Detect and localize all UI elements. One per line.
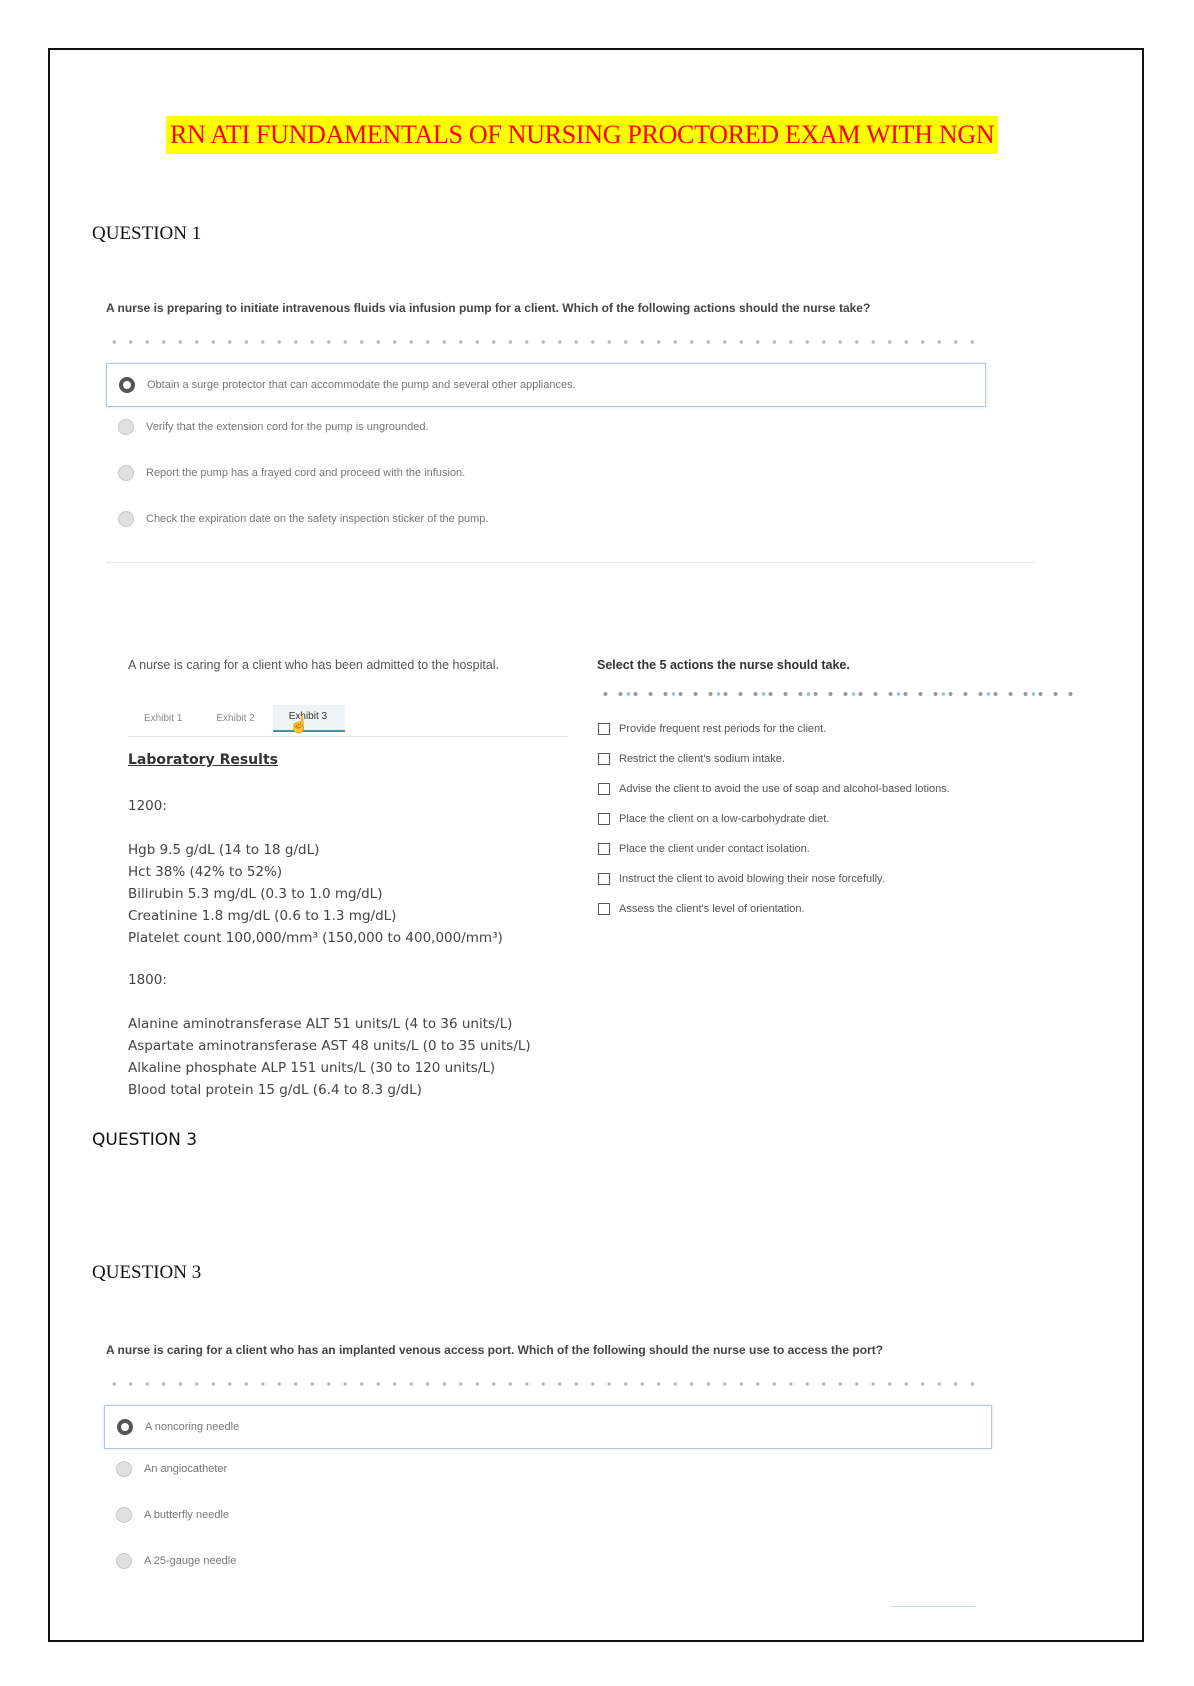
radio[interactable] <box>118 419 134 435</box>
lab-result: Hct 38% (42% to 52%) <box>128 864 283 880</box>
lab-results-1200 <box>128 839 503 949</box>
checkbox[interactable] <box>598 723 610 735</box>
lab-result: Alanine aminotransferase ALT 51 units/L (4 to 36 units/L) <box>128 1016 513 1032</box>
action-item[interactable] <box>598 749 950 769</box>
question-1-text: A nurse is preparing to initiate intravenous fluids via infusion pump for a client. Which of the following actions should the nurse take? <box>106 301 871 315</box>
checkbox[interactable] <box>598 843 610 855</box>
checkbox[interactable] <box>598 873 610 885</box>
action-checklist <box>598 719 950 919</box>
question-1-heading: QUESTION 1 <box>92 223 202 244</box>
option-1[interactable] <box>106 363 986 407</box>
option-1-label: A noncoring needle <box>145 1421 240 1433</box>
lab-result: Platelet count 100,000/mm³ (150,000 to 400,000/mm³) <box>128 930 503 946</box>
lab-result: Hgb 9.5 g/dL (14 to 18 g/dL) <box>128 842 320 858</box>
lab-results-title: Laboratory Results <box>128 752 278 768</box>
option-4-label: Check the expiration date on the safety inspection sticker of the pump. <box>146 513 489 525</box>
progress-dots <box>106 340 982 344</box>
option-4-label: A 25-gauge needle <box>144 1555 237 1567</box>
action-item[interactable] <box>598 839 950 859</box>
radio[interactable] <box>116 1461 132 1477</box>
option-3-label: Report the pump has a frayed cord and proceed with the infusion. <box>146 467 466 479</box>
checkbox[interactable] <box>598 813 610 825</box>
lab-result: Bilirubin 5.3 mg/dL (0.3 to 1.0 mg/dL) <box>128 886 383 902</box>
checkbox[interactable] <box>598 783 610 795</box>
option-4[interactable] <box>104 1544 992 1578</box>
progress-dots-accent <box>598 692 1074 696</box>
divider <box>106 562 1036 563</box>
question-3-text: A nurse is caring for a client who has an implanted venous access port. Which of the following should the nurse use to access the port? <box>106 1343 884 1357</box>
action-item[interactable] <box>598 899 950 919</box>
radio[interactable] <box>116 1507 132 1523</box>
option-3[interactable] <box>106 456 986 490</box>
option-2[interactable] <box>104 1452 992 1486</box>
lab-result: Creatinine 1.8 mg/dL (0.6 to 1.3 mg/dL) <box>128 908 397 924</box>
action-item[interactable] <box>598 869 950 889</box>
progress-dots <box>106 1382 982 1386</box>
action-label: Restrict the client's sodium intake. <box>619 753 785 765</box>
tab-exhibit-1[interactable]: Exhibit 1 <box>144 712 183 724</box>
option-1[interactable] <box>104 1405 992 1449</box>
action-label: Instruct the client to avoid blowing their nose forcefully. <box>619 873 885 885</box>
action-item[interactable] <box>598 779 950 799</box>
tab-exhibit-3[interactable]: Exhibit 3 <box>273 705 345 732</box>
question-3-options <box>104 1405 992 1578</box>
action-label: Place the client under contact isolation. <box>619 843 810 855</box>
lab-time-2: 1800: <box>128 972 167 988</box>
lab-result: Aspartate aminotransferase AST 48 units/L (0 to 35 units/L) <box>128 1038 531 1054</box>
option-3-label: A butterfly needle <box>144 1509 230 1521</box>
lab-results-1800 <box>128 1013 531 1101</box>
radio[interactable] <box>118 511 134 527</box>
option-2-label: An angiocatheter <box>144 1463 228 1475</box>
option-4[interactable] <box>106 502 986 536</box>
option-3[interactable] <box>104 1498 992 1532</box>
question-1-options <box>106 363 986 536</box>
checkbox[interactable] <box>598 753 610 765</box>
select-instruction: Select the 5 actions the nurse should take. <box>597 658 850 672</box>
question-3-heading: QUESTION 3 <box>92 1262 202 1283</box>
action-item[interactable] <box>598 809 950 829</box>
action-label: Place the client on a low-carbohydrate diet. <box>619 813 830 825</box>
scenario-text: A nurse is caring for a client who has been admitted to the hospital. <box>128 658 500 672</box>
tab-exhibit-2[interactable]: Exhibit 2 <box>216 712 255 724</box>
action-label: Provide frequent rest periods for the client. <box>619 723 827 735</box>
radio[interactable] <box>116 1553 132 1569</box>
question-3a-heading: QUESTION 3 <box>92 1130 198 1150</box>
option-2[interactable] <box>106 410 986 444</box>
exhibit-tabs <box>128 700 568 737</box>
checkbox[interactable] <box>598 903 610 915</box>
option-2-label: Verify that the extension cord for the pump is ungrounded. <box>146 421 429 433</box>
divider <box>890 1606 976 1607</box>
hand-cursor-icon: ☝ <box>289 717 309 734</box>
action-label: Advise the client to avoid the use of soap and alcohol-based lotions. <box>619 783 950 795</box>
option-1-label: Obtain a surge protector that can accommodate the pump and several other appliances. <box>147 379 576 391</box>
lab-result: Alkaline phosphate ALP 151 units/L (30 to 120 units/L) <box>128 1060 496 1076</box>
action-label: Assess the client's level of orientation. <box>619 903 805 915</box>
radio-selected[interactable] <box>119 377 135 393</box>
lab-time-1: 1200: <box>128 798 167 814</box>
lab-result: Blood total protein 15 g/dL (6.4 to 8.3 g/dL) <box>128 1082 422 1098</box>
action-item[interactable] <box>598 719 950 739</box>
radio-selected[interactable] <box>117 1419 133 1435</box>
document-title: RN ATI FUNDAMENTALS OF NURSING PROCTORED EXAM WITH NGN <box>166 116 998 154</box>
radio[interactable] <box>118 465 134 481</box>
